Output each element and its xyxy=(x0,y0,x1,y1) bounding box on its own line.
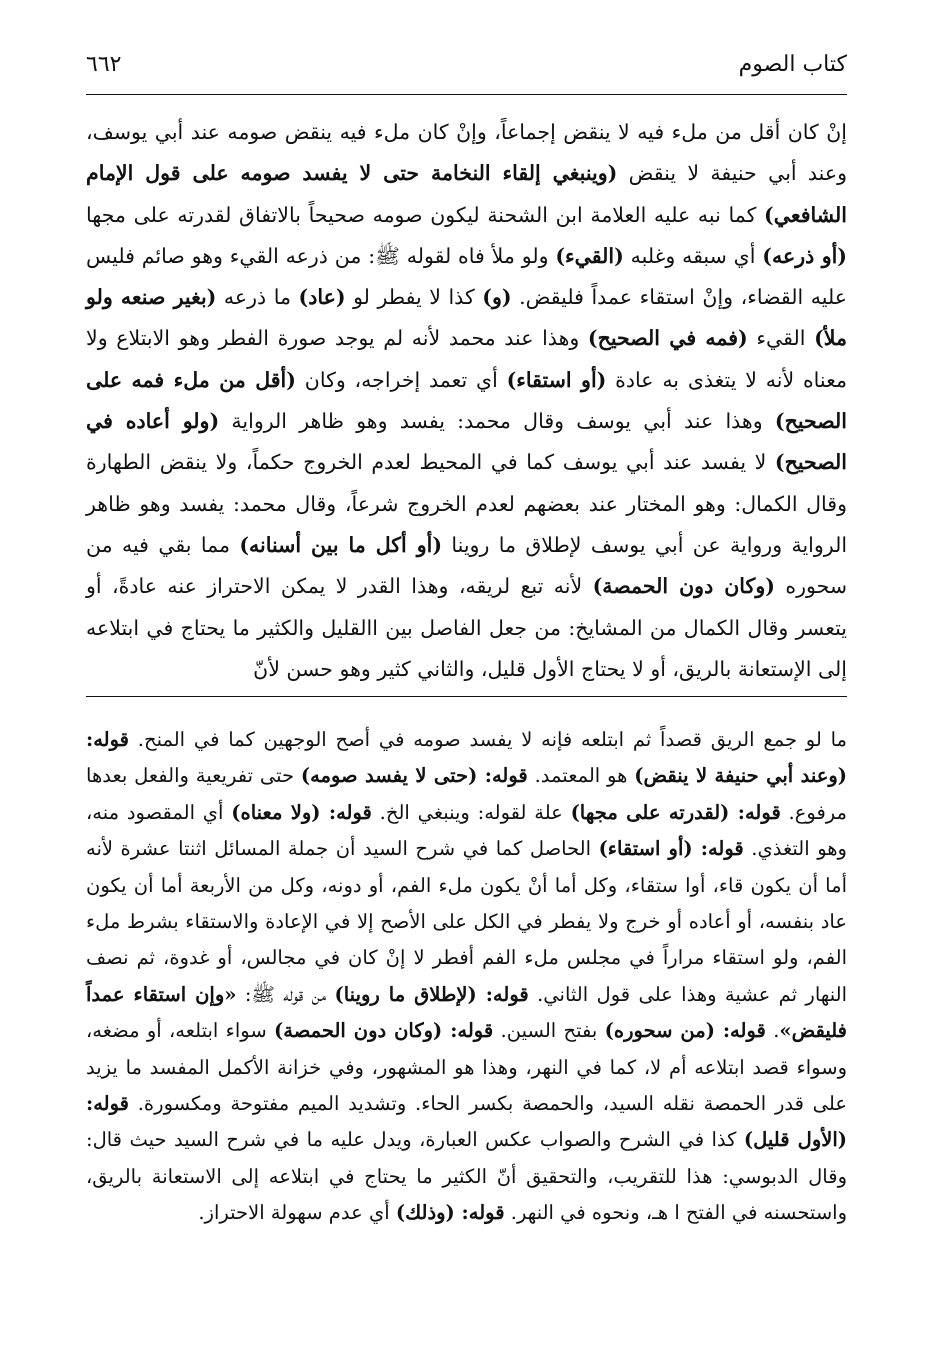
main-text xyxy=(86,112,847,690)
notes-paragraph: ما لو جمع الريق قصداً ثم ابتلعه فإنه لا يفسد صومه في أصح الوجهين كما في المنح. قوله: (وعند أبي حنيفة لا ينقض) هو المعتمد. قوله: (حتى لا يفسد صومه) حتى تفريعية والفعل بعدها مرفوع. قوله: (لقدرته على مجها) علة لقوله: وينبغي الخ. قوله: (ولا معناه) أي المقصود منه، وهو التغذي. قوله: (أو استقاء) الحاصل كما في شرح السيد أن جملة المسائل اثنتا عشرة لأنه أما أن يكون قاء، أوا ستقاء، وكل أما أنْ يكون ملء الفم، أو دونه، وكل من الأربعة أما أن يكون عاد بنفسه، أو أعاده أو خرج ولا يفطر في الكل على الأصح إلا في الإعادة والاستقاء بشرط ملء الفم، ولو استقاء مراراً في مجلس ملء الفم أفطر لا إنْ كان في مجالس، أو غدوة، ثم نصف النهار ثم عشية وهذا على قول الثاني. قوله: (لإطلاق ما روينا) من قوله ﷺ: «وإن استقاء عمداً فليقض». قوله: (من سحوره) بفتح السين. قوله: (وكان دون الحمصة) سواء ابتلعه، أو مضغه، وسواء قصد ابتلاعه أم لا، كما في النهر، وهذا هو المشهور، وفي خزانة الأكمل المفسد ما يزيد على قدر الحمصة نقله السيد، والحمصة بكسر الحاء. وتشديد الميم مفتوحة ومكسورة. قوله: (الأول قليل) كذا في الشرح والصواب عكس العبارة، ويدل عليه ما في شرح السيد حيث قال: وقال الدبوسي: هذا للتقريب، والتحقيق أنّ الكثير ما يحتاج في ابتلاعه إلى الاستعانة بالريق، واستحسنه في الفتح ا هـ، ونحوه في النهر. قوله: (وذلك) أي عدم سهولة الاحتراز. xyxy=(86,728,847,1225)
main-paragraph: إنْ كان أقل من ملء فيه لا ينقض إجماعاً، وإنْ كان ملء فيه ينقض صومه عند أبي يوسف، وعند أبي حنيفة لا ينقض (وينبغي إلقاء النخامة حتى لا يفسد صومه على قول الإمام الشافعي) كما نبه عليه العلامة ابن الشحنة ليكون صومه صحيحاً بالاتفاق لقدرته على مجها (أو ذرعه) أي سبقه وغلبه (القيء) ولو ملأ فاه لقوله ﷺ: من ذرعه القيء وهو صائم فليس عليه القضاء، وإنْ استقاء عمداً فليقض. (و) كذا لا يفطر لو (عاد) ما ذرعه (بغير صنعه ولو ملأ) القيء (فمه في الصحيح) وهذا عند محمد لأنه لم يوجد صورة الفطر وهو الابتلاع ولا معناه لأنه لا يتغذى به عادة (أو استقاء) أي تعمد إخراجه، وكان (أقل من ملء فمه على الصحيح) وهذا عند أبي يوسف وقال محمد: يفسد وهو ظاهر الرواية (ولو أعاده في الصحيح) لا يفسد عند أبي يوسف كما في المحيط لعدم الخروج حكماً، ولا ينقض الطهارة وقال الكمال: وهو المختار عند بعضهم لعدم الخروج شرعاً، وقال محمد: يفسد وهو ظاهر الرواية ورواية عن أبي يوسف لإطلاق ما روينا (أو أكل ما بين أسنانه) مما بقي فيه من سحوره (وكان دون الحمصة) لأنه تبع لريقه، وهذا القدر لا يمكن الاحتراز عنه عادةً، أو يتعسر وقال الكمال من المشايخ: من جعل الفاصل بين االقليل والكثير ما يحتاج في ابتلاعه إلى الإستعانة بالريق، أو لا يحتاج الأول قليل، والثاني كثير وهو حسن لأنّ xyxy=(86,120,848,681)
page-number: ٦٦٢ xyxy=(86,51,122,77)
header-divider xyxy=(86,94,847,95)
running-title: كتاب الصوم xyxy=(738,51,847,77)
page-header xyxy=(86,44,847,84)
notes-divider xyxy=(86,696,847,697)
commentary-notes xyxy=(86,722,847,1232)
